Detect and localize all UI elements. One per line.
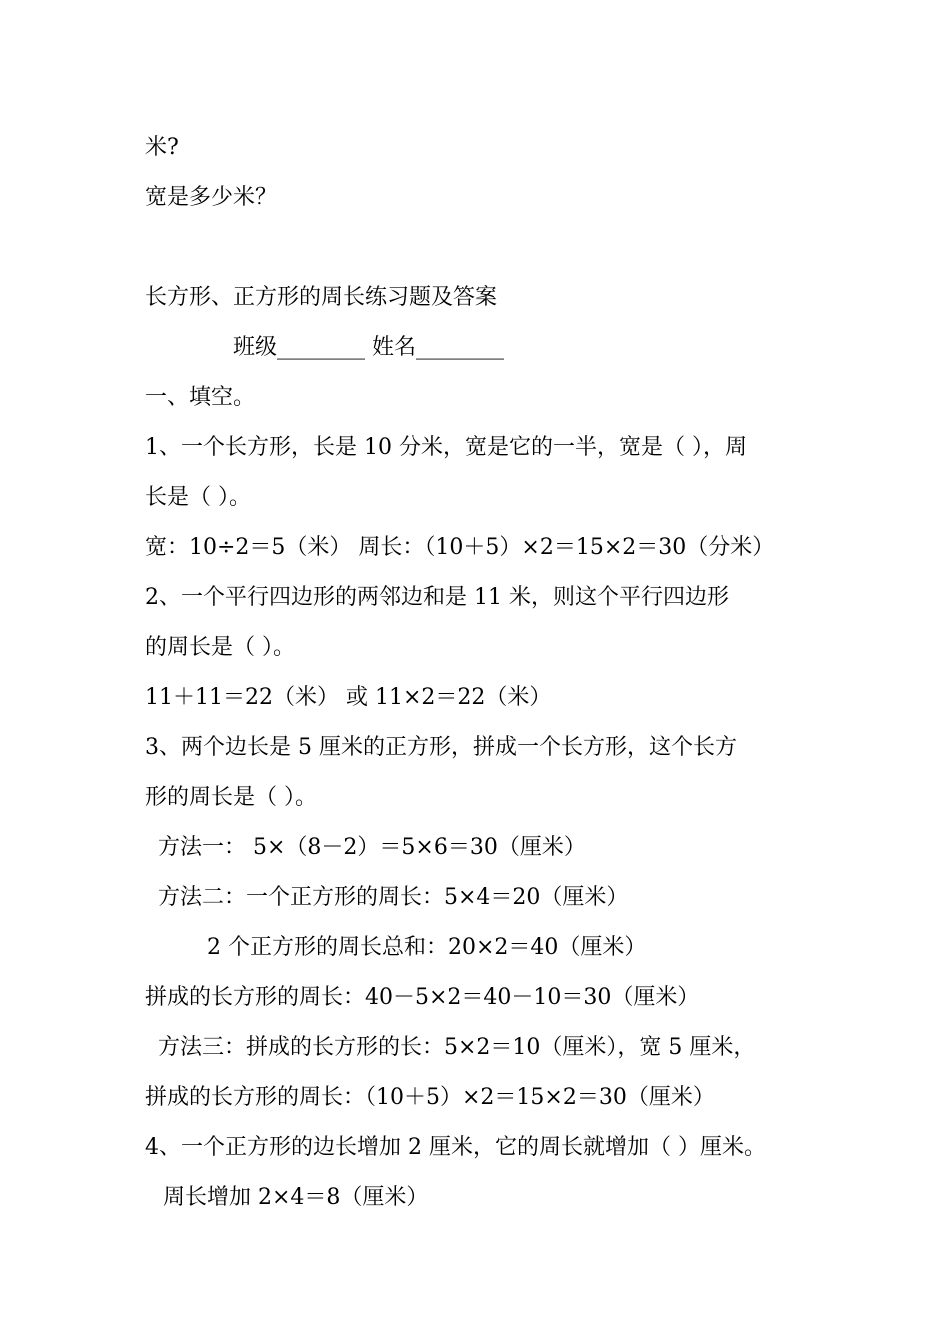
answer-3-method-2-result: 拼成的长方形的周长：40－5×2＝40－10＝30（厘米） [145,985,700,1010]
answer-1: 宽：10÷2＝5（米） 周长：（10＋5）×2＝15×2＝30（分米） [145,535,775,560]
question-2: 2、一个平行四边形的两邻边和是 11 米，则这个平行四边形 [145,585,729,610]
question-1: 1、一个长方形，长是 10 分米，宽是它的一半，宽是（ ），周 [145,435,747,460]
text-line: 米? [145,135,179,160]
text-line: 宽是多少米？ [145,185,278,210]
question-1-cont: 长是（ ）。 [145,485,251,510]
answer-2: 11＋11＝22（米） 或 11×2＝22（米） [145,685,552,710]
question-3-cont: 形的周长是（ ）。 [145,785,317,810]
question-3: 3、两个边长是 5 厘米的正方形，拼成一个长方形，这个长方 [145,735,737,760]
answer-3-method-2: 方法二：一个正方形的周长：5×4＝20（厘米） [158,885,629,910]
answer-4: 周长增加 2×4＝8（厘米） [163,1185,429,1210]
section-title: 长方形、正方形的周长练习题及答案 [145,285,498,310]
answer-3-method-1: 方法一： 5×（8－2）＝5×6＝30（厘米） [158,835,586,860]
answer-3-method-2-cont: 2 个正方形的周长总和：20×2＝40（厘米） [207,935,647,960]
answer-3-method-3: 方法三：拼成的长方形的长：5×2＝10（厘米），宽 5 厘米， [158,1035,756,1060]
question-2-cont: 的周长是（ ）。 [145,635,295,660]
class-name-line: 班级________ 姓名________ [233,335,504,360]
question-4: 4、一个正方形的边长增加 2 厘米，它的周长就增加（ ）厘米。 [145,1135,766,1160]
answer-3-method-3-result: 拼成的长方形的周长：（10＋5）×2＝15×2＝30（厘米） [145,1085,715,1110]
section-heading: 一、填空。 [145,385,256,410]
